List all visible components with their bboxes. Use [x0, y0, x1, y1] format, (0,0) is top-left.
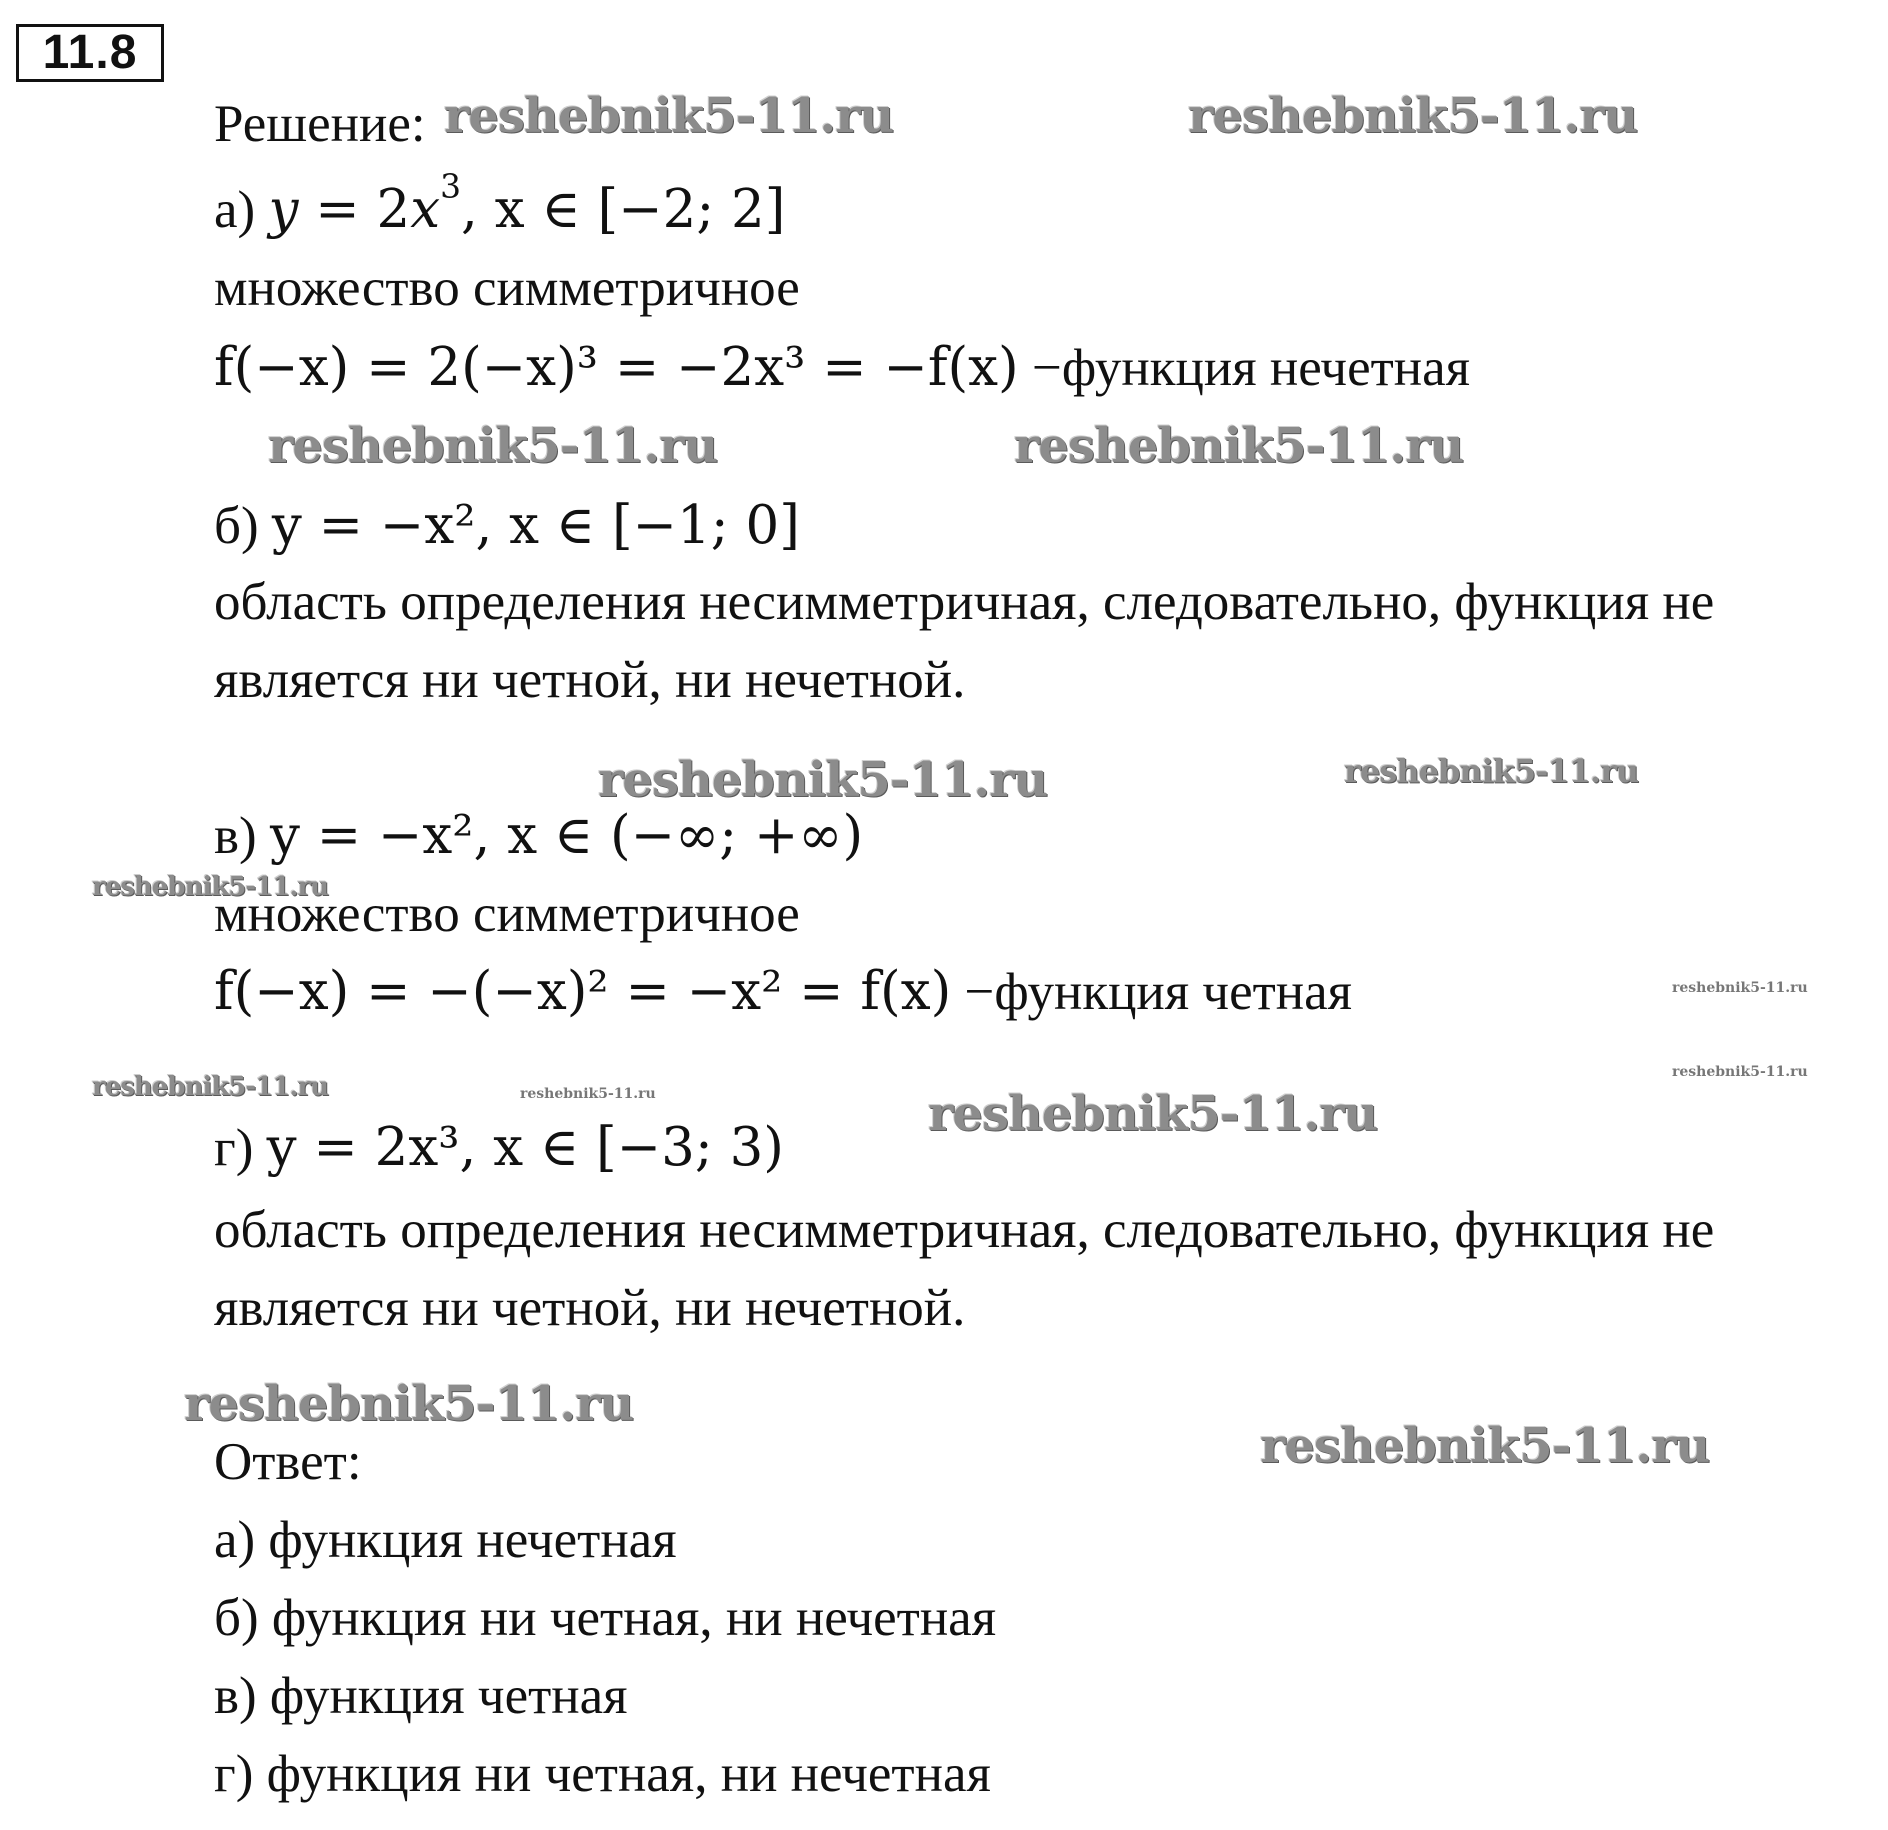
watermark: reshebnik5-11.ru	[92, 872, 329, 902]
part-a-equation	[214, 166, 786, 240]
watermark: reshebnik5-11.ru	[1188, 88, 1638, 144]
part-c-function-check	[214, 962, 1352, 1022]
part-c-prefix: в)	[214, 807, 257, 865]
task-number: 11.8	[42, 26, 138, 79]
part-c-f-expression: f(−x) = −(−x)² = −x² = f(x)	[214, 961, 952, 1022]
answer-label: Ответ:	[214, 1433, 362, 1491]
part-b-formula: y = −x², x ∈ [−1; 0]	[271, 495, 800, 556]
watermark: reshebnik5-11.ru	[520, 1086, 656, 1102]
part-d-note-line1: область определения несимметричная, следовательно, функция не	[214, 1201, 1715, 1259]
watermark: reshebnik5-11.ru	[444, 88, 894, 144]
watermark: reshebnik5-11.ru	[1014, 418, 1464, 474]
part-c-set-note: множество симметричное	[214, 885, 800, 943]
part-d-equation	[214, 1118, 784, 1178]
watermark: reshebnik5-11.ru	[598, 752, 1048, 808]
watermark: reshebnik5-11.ru	[1672, 1064, 1808, 1080]
answer-item-a: а) функция нечетная	[214, 1511, 677, 1569]
part-b-note-line1: область определения несимметричная, следовательно, функция не	[214, 573, 1715, 631]
answer-item-c: в) функция четная	[214, 1667, 628, 1725]
part-a-prefix: а)	[214, 181, 256, 239]
part-d-prefix: г)	[214, 1119, 254, 1177]
answer-item-b: б) функция ни четная, ни нечетная	[214, 1589, 997, 1647]
watermark: reshebnik5-11.ru	[184, 1376, 634, 1432]
part-b-equation	[214, 496, 800, 556]
part-c-formula: y = −x², x ∈ (−∞; +∞)	[269, 805, 864, 866]
part-a-set-note: множество симметричное	[214, 259, 800, 317]
part-d-formula: y = 2x³, x ∈ [−3; 3)	[266, 1117, 784, 1178]
watermark: reshebnik5-11.ru	[1672, 980, 1808, 996]
watermark: reshebnik5-11.ru	[1344, 752, 1639, 790]
answer-item-d: г) функция ни четная, ни нечетная	[214, 1745, 991, 1803]
watermark: reshebnik5-11.ru	[92, 1072, 329, 1102]
part-a-function-check	[214, 338, 1470, 398]
solution-label: Решение:	[214, 95, 426, 153]
part-a-f-expression: f(−x) = 2(−x)³ = −2x³ = −f(x)	[214, 337, 1019, 398]
part-b-prefix: б)	[214, 497, 259, 555]
task-number-box	[16, 24, 164, 82]
part-a-conclusion: −функция нечетная	[1018, 339, 1471, 397]
part-b-note-line2: является ни четной, ни нечетной.	[214, 651, 966, 709]
part-d-note-line2: является ни четной, ни нечетной.	[214, 1279, 966, 1337]
watermark: reshebnik5-11.ru	[268, 418, 718, 474]
part-a-formula: $y = 2x^3$, x ∈ [−2; 2]	[268, 166, 786, 240]
watermark: reshebnik5-11.ru	[1260, 1418, 1710, 1474]
part-c-equation	[214, 806, 863, 866]
watermark: reshebnik5-11.ru	[928, 1086, 1378, 1142]
part-c-conclusion: −функция четная	[951, 963, 1353, 1021]
